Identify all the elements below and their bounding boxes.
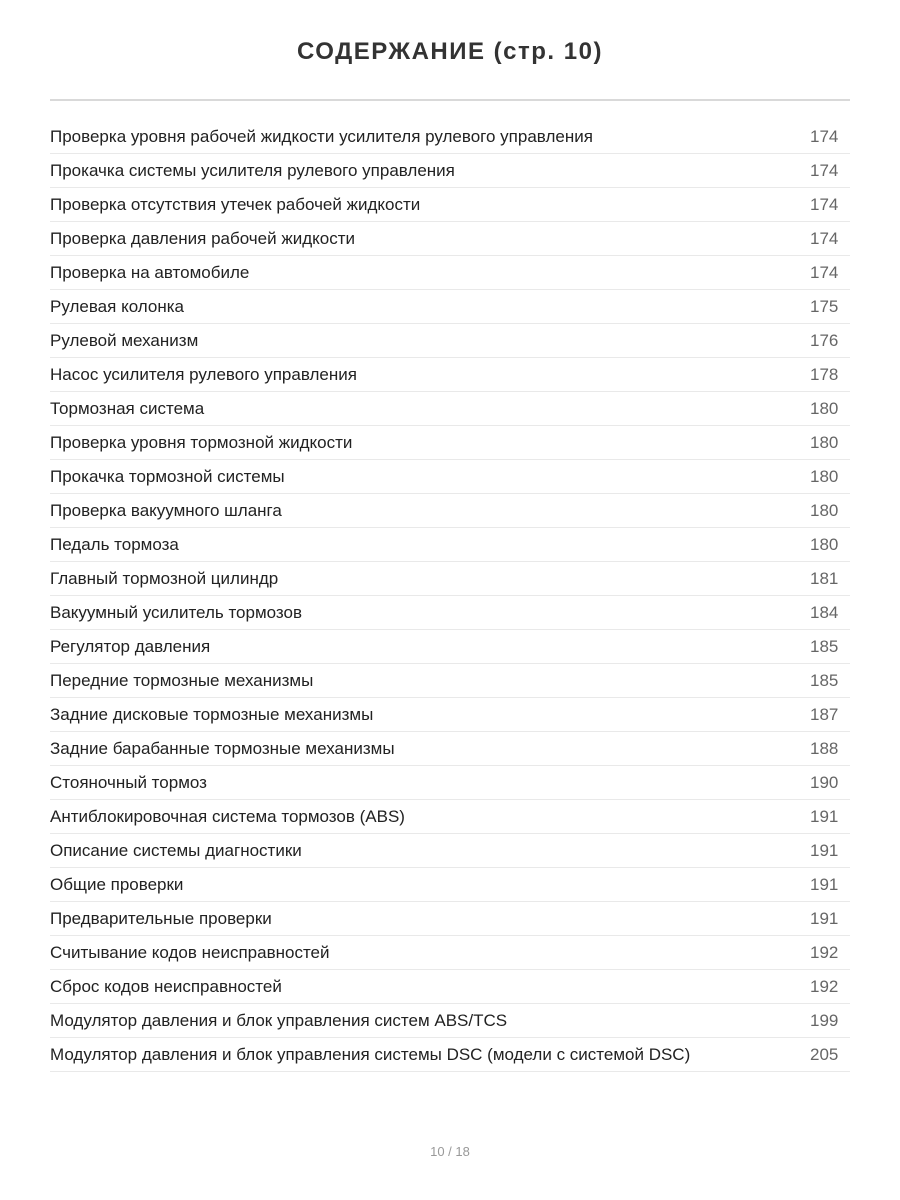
toc-entry-title: Насос усилителя рулевого управления bbox=[50, 364, 357, 384]
toc-entry-page-number: 174 bbox=[810, 228, 839, 248]
toc-entry-title: Модулятор давления и блок управления системы DSC (модели с системой DSC) bbox=[50, 1044, 691, 1064]
toc-entry-page-number: 174 bbox=[810, 262, 839, 282]
toc-entry[interactable] bbox=[50, 1038, 850, 1072]
title-divider bbox=[50, 99, 850, 101]
table-of-contents bbox=[50, 120, 850, 1072]
toc-entry-page-number: 180 bbox=[810, 466, 839, 486]
toc-entry[interactable] bbox=[50, 664, 850, 698]
toc-entry-title: Проверка отсутствия утечек рабочей жидкости bbox=[50, 194, 421, 214]
toc-entry-page-number: 199 bbox=[810, 1010, 839, 1030]
toc-entry-title: Считывание кодов неисправностей bbox=[50, 942, 330, 962]
toc-entry-page-number: 180 bbox=[810, 534, 839, 554]
toc-entry-title: Рулевая колонка bbox=[50, 296, 184, 316]
toc-entry-page-number: 184 bbox=[810, 602, 839, 622]
toc-entry-title: Проверка уровня рабочей жидкости усилителя рулевого управления bbox=[50, 126, 593, 146]
toc-entry[interactable] bbox=[50, 800, 850, 834]
toc-entry[interactable] bbox=[50, 868, 850, 902]
toc-entry-title: Вакуумный усилитель тормозов bbox=[50, 602, 302, 622]
toc-entry[interactable] bbox=[50, 154, 850, 188]
toc-entry-title: Сброс кодов неисправностей bbox=[50, 976, 282, 996]
toc-entry[interactable] bbox=[50, 290, 850, 324]
toc-entry-page-number: 185 bbox=[810, 636, 839, 656]
toc-entry-title: Антиблокировочная система тормозов (ABS) bbox=[50, 806, 405, 826]
toc-entry[interactable] bbox=[50, 358, 850, 392]
toc-entry[interactable] bbox=[50, 392, 850, 426]
toc-entry-title: Задние барабанные тормозные механизмы bbox=[50, 738, 395, 758]
toc-entry[interactable] bbox=[50, 324, 850, 358]
toc-entry[interactable] bbox=[50, 596, 850, 630]
toc-entry-page-number: 185 bbox=[810, 670, 839, 690]
toc-entry-title: Рулевой механизм bbox=[50, 330, 199, 350]
toc-entry-title: Модулятор давления и блок управления систем ABS/TCS bbox=[50, 1010, 508, 1030]
toc-entry[interactable] bbox=[50, 630, 850, 664]
toc-entry[interactable] bbox=[50, 120, 850, 154]
toc-entry-page-number: 175 bbox=[810, 296, 839, 316]
toc-entry-title: Педаль тормоза bbox=[50, 534, 179, 554]
toc-entry-title: Прокачка тормозной системы bbox=[50, 466, 285, 486]
toc-entry-page-number: 178 bbox=[810, 364, 839, 384]
toc-entry-title: Проверка давления рабочей жидкости bbox=[50, 228, 355, 248]
toc-entry-title: Общие проверки bbox=[50, 874, 184, 894]
toc-entry-page-number: 205 bbox=[810, 1044, 839, 1064]
toc-entry[interactable] bbox=[50, 494, 850, 528]
toc-entry[interactable] bbox=[50, 256, 850, 290]
toc-entry-page-number: 191 bbox=[810, 840, 839, 860]
toc-entry-page-number: 191 bbox=[810, 908, 839, 928]
toc-entry-page-number: 181 bbox=[810, 568, 839, 588]
toc-entry-title: Проверка вакуумного шланга bbox=[50, 500, 282, 520]
toc-entry[interactable] bbox=[50, 936, 850, 970]
toc-entry[interactable] bbox=[50, 698, 850, 732]
toc-entry-page-number: 176 bbox=[810, 330, 839, 350]
toc-entry[interactable] bbox=[50, 1004, 850, 1038]
toc-entry[interactable] bbox=[50, 732, 850, 766]
toc-entry-page-number: 180 bbox=[810, 432, 839, 452]
page-title: СОДЕРЖАНИЕ (стр. 10) bbox=[297, 38, 603, 65]
toc-entry[interactable] bbox=[50, 970, 850, 1004]
toc-entry-page-number: 187 bbox=[810, 704, 839, 724]
toc-entry-title: Регулятор давления bbox=[50, 636, 211, 656]
toc-entry[interactable] bbox=[50, 766, 850, 800]
toc-entry-title: Прокачка системы усилителя рулевого управления bbox=[50, 160, 455, 180]
toc-entry[interactable] bbox=[50, 426, 850, 460]
toc-entry-page-number: 191 bbox=[810, 874, 839, 894]
toc-entry-page-number: 190 bbox=[810, 772, 839, 792]
toc-entry[interactable] bbox=[50, 188, 850, 222]
toc-entry-page-number: 174 bbox=[810, 160, 839, 180]
toc-entry-page-number: 180 bbox=[810, 500, 839, 520]
toc-entry-page-number: 180 bbox=[810, 398, 839, 418]
toc-entry-page-number: 188 bbox=[810, 738, 839, 758]
toc-entry-title: Стояночный тормоз bbox=[50, 772, 207, 792]
toc-entry-title: Задние дисковые тормозные механизмы bbox=[50, 704, 374, 724]
toc-entry[interactable] bbox=[50, 562, 850, 596]
toc-entry-page-number: 174 bbox=[810, 194, 839, 214]
toc-entry-title: Проверка на автомобиле bbox=[50, 262, 250, 282]
toc-entry[interactable] bbox=[50, 528, 850, 562]
toc-entry-title: Описание системы диагностики bbox=[50, 840, 302, 860]
toc-entry-title: Предварительные проверки bbox=[50, 908, 272, 928]
toc-entry-page-number: 191 bbox=[810, 806, 839, 826]
page-counter: 10 / 18 bbox=[430, 1144, 470, 1159]
toc-entry[interactable] bbox=[50, 834, 850, 868]
toc-entry-title: Тормозная система bbox=[50, 398, 205, 418]
toc-entry-page-number: 192 bbox=[810, 976, 839, 996]
toc-entry-title: Передние тормозные механизмы bbox=[50, 670, 314, 690]
toc-entry-title: Проверка уровня тормозной жидкости bbox=[50, 432, 353, 452]
toc-entry[interactable] bbox=[50, 222, 850, 256]
toc-entry-title: Главный тормозной цилиндр bbox=[50, 568, 279, 588]
toc-entry-page-number: 192 bbox=[810, 942, 839, 962]
toc-entry[interactable] bbox=[50, 460, 850, 494]
toc-entry-page-number: 174 bbox=[810, 126, 839, 146]
toc-entry[interactable] bbox=[50, 902, 850, 936]
